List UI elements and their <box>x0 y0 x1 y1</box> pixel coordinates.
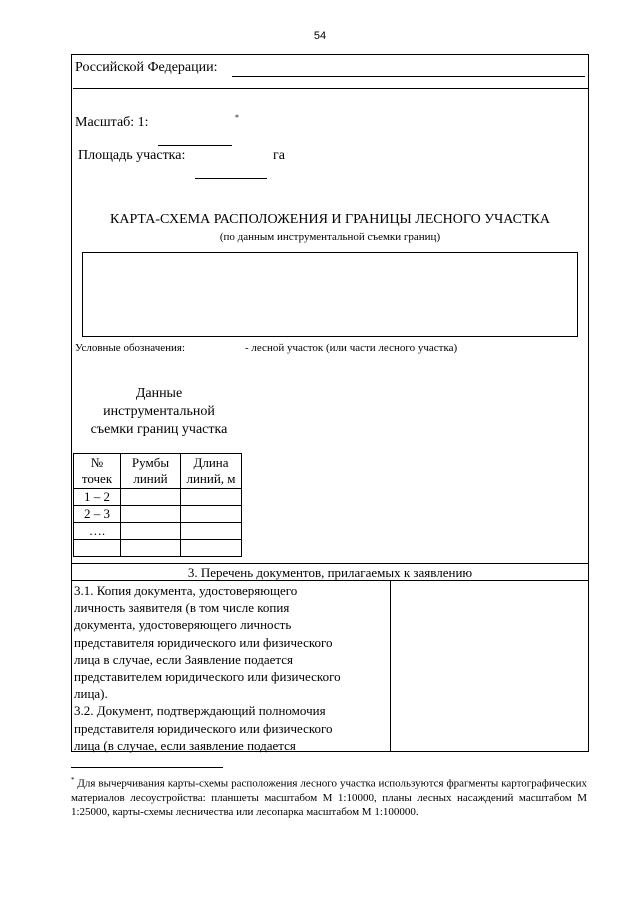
page-number: 54 <box>313 30 327 42</box>
table-row <box>74 540 242 557</box>
document-list-line: лица). <box>74 686 108 702</box>
table-cell[interactable] <box>121 489 181 506</box>
document-list-line: 3.2. Документ, подтверждающий полномочия <box>74 703 326 719</box>
table-cell[interactable] <box>74 540 121 557</box>
document-list-line: представителя юридического или физического <box>74 634 333 650</box>
legend-item: - лесной участок (или части лесного участка) <box>245 342 458 354</box>
document-list-line: личность заявителя (в том числе копия <box>74 600 290 616</box>
footnote-mark: * <box>71 776 75 784</box>
scale-label: Масштаб: 1: <box>75 115 149 130</box>
survey-table <box>73 453 242 557</box>
table-header-row <box>74 454 242 489</box>
section-3-heading: 3. Перечень документов, прилагаемых к заявлению <box>71 563 589 581</box>
area-label: Площадь участка: <box>78 148 186 163</box>
table-cell[interactable] <box>181 506 242 523</box>
document-list-line: представителя юридического или физического <box>74 720 333 736</box>
table-cell[interactable] <box>181 489 242 506</box>
map-drawing-area[interactable] <box>82 252 578 337</box>
table-cell: 1 – 2 <box>74 489 121 506</box>
table-cell[interactable] <box>121 523 181 540</box>
document-list-line: лица (в случае, если заявление подается <box>74 737 296 753</box>
area-unit: га <box>273 148 285 163</box>
document-list-line: документа, удостоверяющего личность <box>74 617 292 633</box>
column-header-line: линий, м <box>186 471 236 486</box>
scale-footnote-mark: * <box>235 113 239 122</box>
table-row <box>74 506 242 523</box>
column-header-line: точек <box>81 471 113 486</box>
table-row <box>74 523 242 540</box>
table-cell: 2 – 3 <box>74 506 121 523</box>
column-header-line: линий <box>133 471 168 486</box>
survey-heading-line: съемки границ участка <box>90 422 228 437</box>
federation-field[interactable] <box>232 76 585 77</box>
column-header-line: Длина <box>193 455 229 470</box>
document-check-column[interactable] <box>391 582 588 751</box>
map-subtitle: (по данным инструментальной съемки границ) <box>219 231 441 243</box>
document-list-line: 3.1. Копия документа, удостоверяющего <box>74 583 298 598</box>
table-cell[interactable] <box>181 540 242 557</box>
footnote-separator <box>71 767 223 768</box>
federation-label: Российской Федерации: <box>75 60 218 75</box>
column-header-line: Румбы <box>131 455 170 470</box>
table-cell[interactable] <box>121 506 181 523</box>
footnote-text: Для вычерчивания карты-схемы расположения лесного участка используются фрагменты картографических материалов лесоустройства: планшеты масштабом М 1:10000, планы лесных насаждений масштабом М 1:25000, карты-схемы лесничества или лесопарка масштабом М 1:100000. <box>71 777 588 818</box>
document-list <box>74 582 388 754</box>
federation-field-line-2[interactable] <box>73 88 588 89</box>
legend-label: Условные обозначения: <box>75 342 186 354</box>
survey-heading-line: инструментальной <box>103 404 215 419</box>
area-field[interactable] <box>195 163 267 179</box>
table-cell: …. <box>74 523 121 540</box>
column-header <box>74 454 121 489</box>
table-row <box>74 489 242 506</box>
column-header <box>121 454 181 489</box>
table-cell[interactable] <box>181 523 242 540</box>
document-list-line: лица в случае, если Заявление подается <box>74 651 293 667</box>
map-title: КАРТА-СХЕМА РАСПОЛОЖЕНИЯ И ГРАНИЦЫ ЛЕСНОГО УЧАСТКА <box>110 212 550 227</box>
column-header <box>181 454 242 489</box>
table-cell[interactable] <box>121 540 181 557</box>
column-header-line: № <box>90 455 104 470</box>
document-list-line: представителем юридического или физического <box>74 669 341 685</box>
survey-heading <box>76 385 242 439</box>
footnote <box>71 773 587 819</box>
survey-heading-line: Данные <box>135 386 183 401</box>
scale-field[interactable] <box>158 130 232 146</box>
